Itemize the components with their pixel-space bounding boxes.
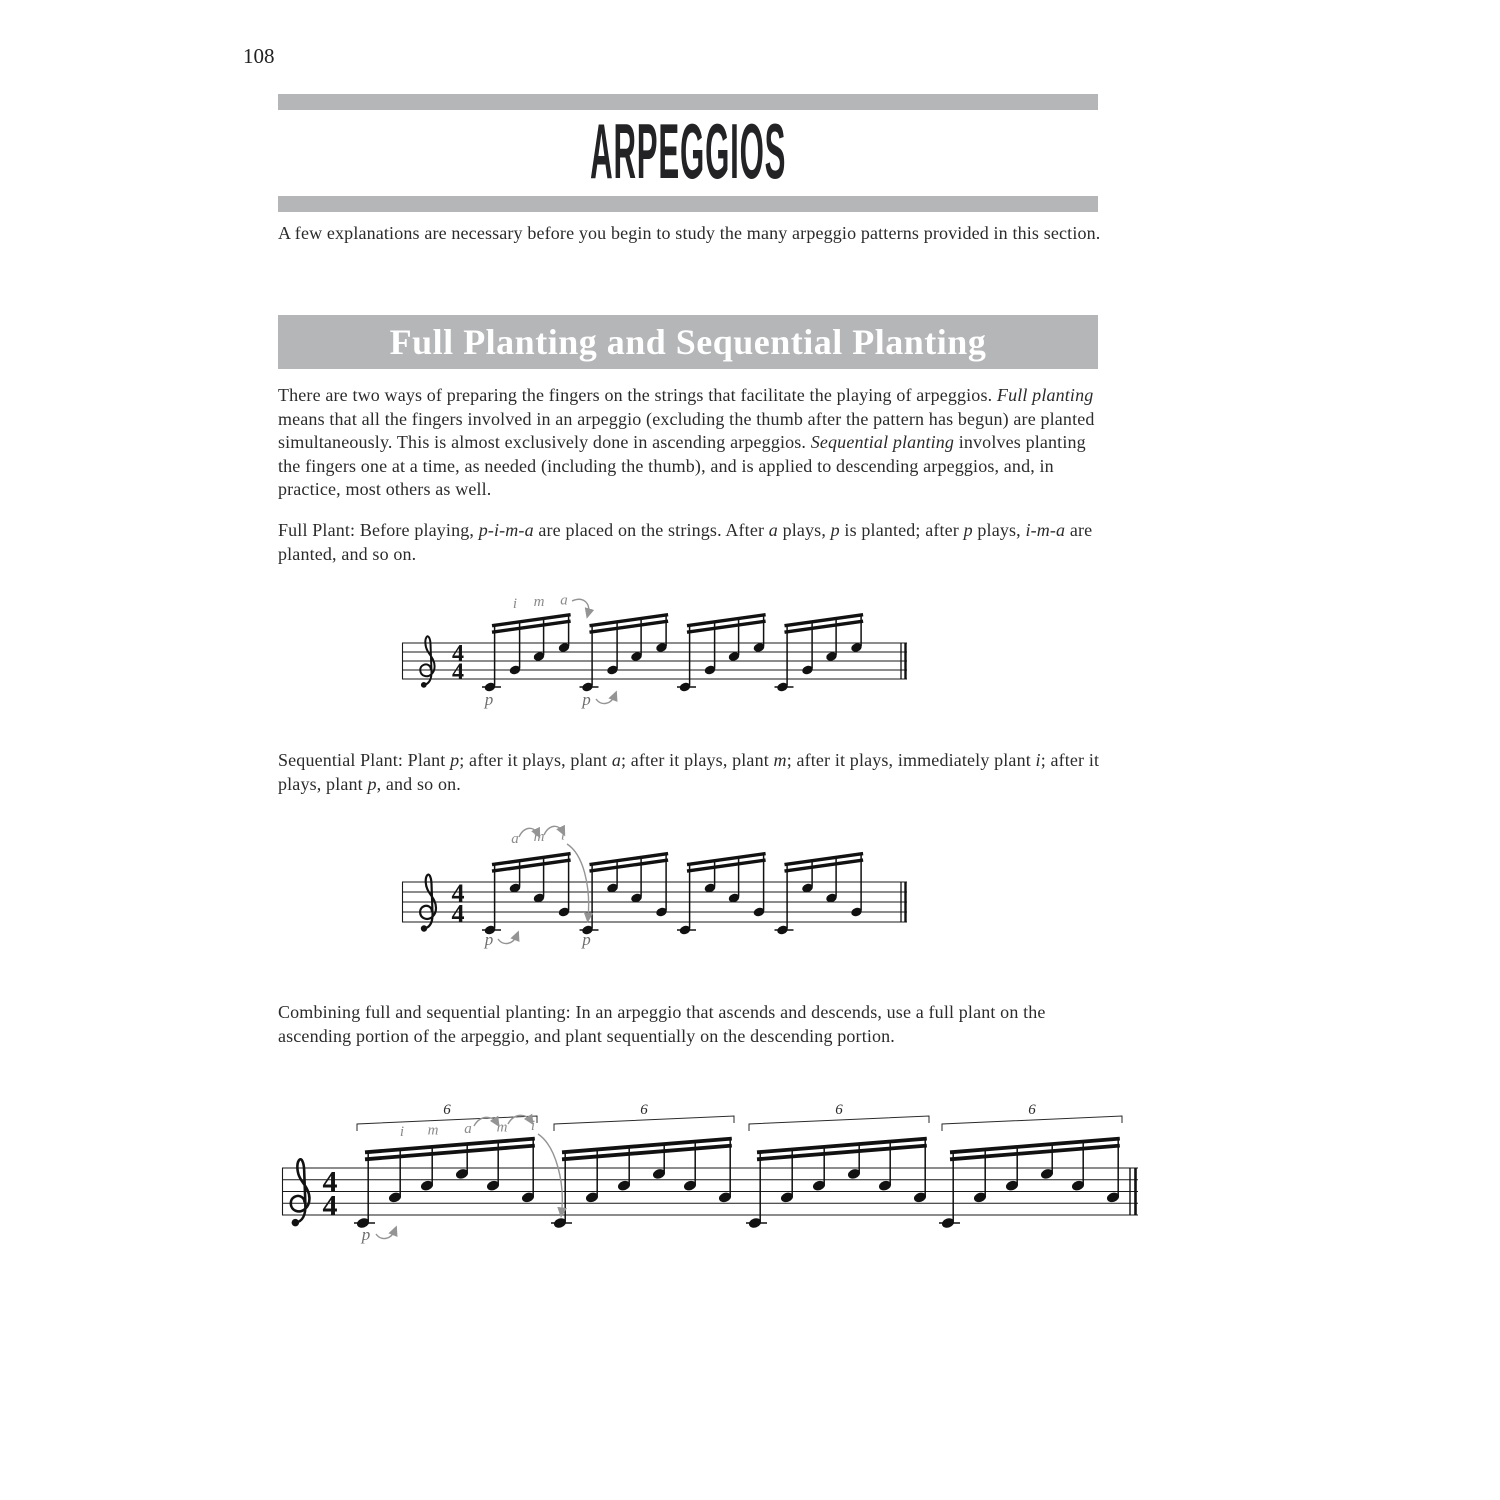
music-example-combined	[280, 1078, 1142, 1253]
treble-clef-icon	[420, 875, 436, 932]
page-number: 108	[243, 44, 275, 68]
plant-arrow-icon	[596, 695, 615, 704]
finger-label-m: m	[533, 595, 545, 610]
chapter-title-text: ARPEGGIOS	[589, 107, 787, 195]
finger-label-m: m	[427, 1122, 439, 1139]
sequential-plant-paragraph: Sequential Plant: Plant p; after it plays, plant a; after it plays, plant m; after it plays, immediately plant i; after it plays, plant p, and so on.	[278, 750, 1100, 794]
music-example-sequential-plant	[400, 812, 912, 962]
tuplet-number: 6	[835, 1102, 843, 1118]
svg-text:4: 4	[452, 659, 464, 686]
treble-clef-icon	[291, 1159, 310, 1226]
thumb-label-p: p	[582, 690, 591, 709]
svg-text:4: 4	[451, 879, 465, 908]
svg-text:4: 4	[322, 1189, 338, 1223]
intro-paragraph: A few explanations are necessary before you begin to study the many arpeggio patterns provided in this section.	[278, 223, 1101, 243]
tuplet-number: 6	[640, 1102, 648, 1118]
time-signature	[452, 879, 465, 929]
finger-label-i: i	[560, 827, 566, 844]
staff-lines	[282, 1165, 1138, 1215]
finger-label-i: i	[399, 1124, 405, 1140]
section-banner-text: Full Planting and Sequential Planting	[389, 322, 987, 362]
finger-label-i: i	[530, 1118, 536, 1134]
svg-text:4: 4	[452, 641, 464, 667]
finger-label-i: i	[512, 596, 518, 612]
plant-arrow-icon	[538, 1134, 562, 1213]
chapter-title	[278, 108, 1098, 194]
finger-label-a: a	[560, 595, 568, 609]
plant-arrow-icon	[498, 935, 517, 944]
thumb-label-p: p	[484, 930, 494, 949]
svg-text:4: 4	[322, 1165, 338, 1199]
svg-text:4: 4	[451, 899, 465, 929]
plant-arrow-icon	[572, 599, 589, 614]
time-signature	[323, 1166, 338, 1223]
music-example-full-plant	[400, 595, 912, 720]
finger-label-a: a	[511, 831, 519, 847]
plant-arrow-icon	[376, 1230, 395, 1239]
combining-paragraph: Combining full and sequential planting: In an arpeggio that ascends and descends, use a full plant on the ascending portion of the arpeggio, and plant sequentially on the descending portion.	[278, 1002, 1046, 1046]
tuplet-number: 6	[443, 1102, 451, 1118]
thumb-label-p: p	[582, 930, 591, 949]
time-signature	[452, 641, 464, 686]
title-rule-bottom	[278, 196, 1098, 212]
finger-label-a: a	[464, 1121, 472, 1137]
section-banner	[278, 315, 1098, 369]
treble-clef-icon	[420, 636, 434, 687]
tuplet-number: 6	[1028, 1102, 1036, 1118]
finger-label-m: m	[496, 1119, 508, 1136]
thumb-label-p: p	[484, 690, 494, 709]
staff-lines	[402, 643, 907, 679]
planting-paragraph: There are two ways of preparing the fingers on the strings that facilitate the playing of arpeggios. Full planting means that all the fingers involved in an arpeggio (excluding the thumb after the pattern has begun) are planted simultaneously. This is almost exclusively done in ascending arpeggios. Sequential planting involves planting the fingers one at a time, as needed (including the thumb), and is applied to descending arpeggios, and, in practice, most others as well.	[278, 385, 1095, 499]
thumb-label-p: p	[361, 1225, 371, 1244]
finger-label-m: m	[533, 829, 545, 845]
full-plant-paragraph: Full Plant: Before playing, p-i-m-a are placed on the strings. After a plays, p is planted; after p plays, i-m-a are planted, and so on.	[278, 520, 1093, 564]
